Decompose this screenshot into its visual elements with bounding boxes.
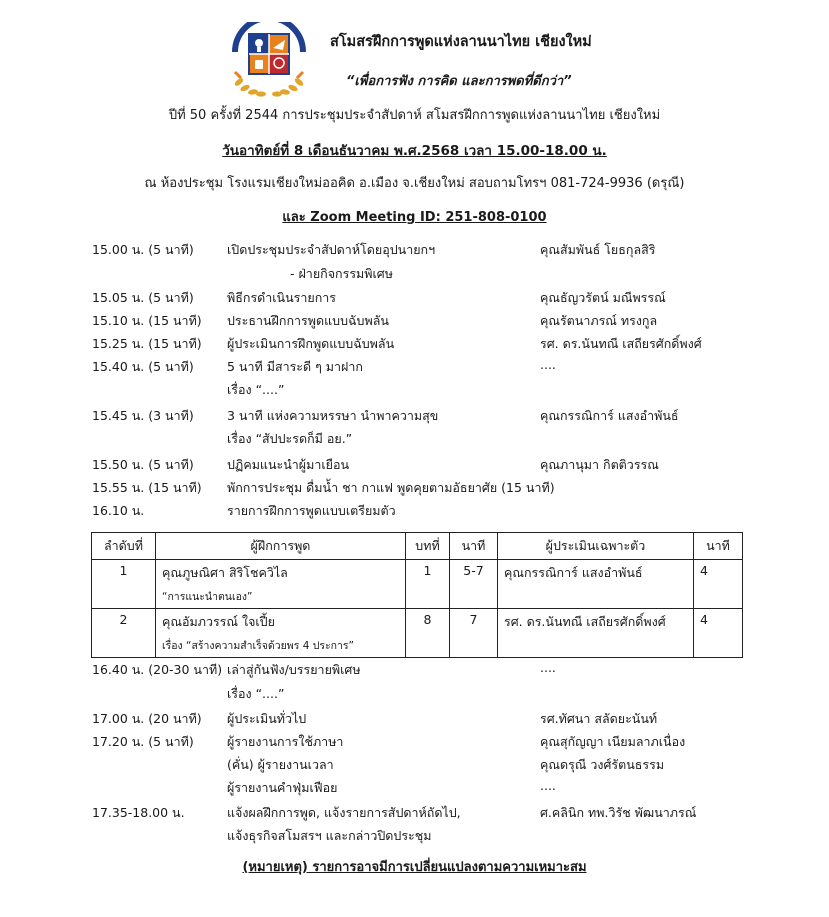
agenda-person: คุณกรรณิการ์ แสงอำพันธ์ xyxy=(540,408,679,423)
cell-speaker xyxy=(156,609,406,658)
agenda-item xyxy=(0,478,829,500)
agenda-item xyxy=(0,660,829,682)
agenda-activity: เรื่อง “....” xyxy=(227,686,285,701)
agenda-activity: 3 นาที แห่งความหรรษา นำพาความสุข xyxy=(227,408,439,423)
org-name: สโมสรฝึกการพูดแห่งลานนาไทย เชียงใหม่ xyxy=(330,34,592,50)
agenda-item xyxy=(0,429,829,451)
date-line: วันอาทิตย์ที่ 8 เดือนธันวาคม พ.ศ.2568 เวลา 15.00-18.00 น. xyxy=(222,143,607,159)
cell-eval-minutes: 4 xyxy=(694,560,743,609)
agenda-activity: ผู้รายงานการใช้ภาษา xyxy=(227,734,344,749)
agenda-person: คุณสุกัญญา เนียมลาภเนื่อง xyxy=(540,734,686,749)
agenda-item xyxy=(0,334,829,356)
club-logo xyxy=(225,22,313,98)
agenda-item xyxy=(0,288,829,310)
col-header-eval-minutes: นาที xyxy=(694,533,743,560)
zoom-line: และ Zoom Meeting ID: 251-808-0100 xyxy=(282,210,547,225)
agenda-time: 15.10 น. (15 นาที) xyxy=(92,313,202,328)
agenda-time: 15.55 น. (15 นาที) xyxy=(92,480,202,495)
agenda-person: คุณธัญวรัตน์ มณีพรรณ์ xyxy=(540,290,666,305)
agenda-person: คุณดรุณี วงศ์รัตนธรรม xyxy=(540,757,665,772)
meeting-line: ปีที่ 50 ครั้งที่ 2544 การประชุมประจำสัปดาห์ สโมสรฝึกการพูดแห่งลานนาไทย เชียงใหม่ xyxy=(168,108,661,123)
cell-eval-minutes: 4 xyxy=(694,609,743,658)
agenda-activity: ผู้ประเมินทั่วไป xyxy=(227,711,307,726)
agenda-activity: แจ้งผลฝึกการพูด, แจ้งรายการสัปดาห์ถัดไป, xyxy=(227,805,461,820)
motto: “เพื่อการฟัง การคิด และการพดที่ดีกว่า” xyxy=(346,74,572,89)
agenda-time: 17.20 น. (5 นาที) xyxy=(92,734,194,749)
agenda-activity: เรื่อง “....” xyxy=(227,382,285,397)
agenda-activity: 5 นาที มีสาระดี ๆ มาฝาก xyxy=(227,359,363,374)
agenda-time: 15.00 น. (5 นาที) xyxy=(92,242,194,257)
agenda-item xyxy=(0,684,829,706)
agenda-person: รศ. ดร.นันทณี เสถียรศักดิ์พงศ์ xyxy=(540,336,702,351)
agenda-time: 15.40 น. (5 นาที) xyxy=(92,359,194,374)
agenda-activity: เปิดประชุมประจำสัปดาห์โดยอุปนายกฯ xyxy=(227,242,436,257)
header xyxy=(0,18,829,96)
agenda-time: 17.00 น. (20 นาที) xyxy=(92,711,202,726)
speech-topic: เรื่อง “สร้างความสำเร็จด้วยพร 4 ประการ” xyxy=(162,640,354,652)
table-header-row xyxy=(92,533,743,560)
agenda-item xyxy=(0,826,829,848)
table-row xyxy=(92,560,743,609)
agenda-item xyxy=(0,709,829,731)
cell-speaker xyxy=(156,560,406,609)
agenda-item xyxy=(0,380,829,402)
agenda-time: 16.40 น. (20-30 นาที) xyxy=(92,662,223,677)
cell-minutes: 7 xyxy=(450,609,498,658)
cell-chapter: 8 xyxy=(406,609,450,658)
agenda-item xyxy=(0,803,829,825)
footnote: (หมายเหตุ) รายการอาจมีการเปลี่ยนแปลงตามความเหมาะสม xyxy=(242,860,587,875)
agenda-activity: เรื่อง “สัปปะรดก็มี อย.” xyxy=(227,431,353,446)
agenda-activity: รายการฝึกการพูดแบบเตรียมตัว xyxy=(227,503,396,518)
agenda-activity: เล่าสู่กันฟัง/บรรยายพิเศษ xyxy=(227,662,361,677)
agenda-person: .... xyxy=(540,660,556,675)
agenda-person: ศ.คลินิก ทพ.วิรัช พัฒนาภรณ์ xyxy=(540,805,697,820)
agenda-item xyxy=(0,501,829,523)
agenda-person: คุณรัตนาภรณ์ ทรงกูล xyxy=(540,313,658,328)
agenda-time: 15.05 น. (5 นาที) xyxy=(92,290,194,305)
cell-minutes: 5-7 xyxy=(450,560,498,609)
agenda-person: รศ.ทัศนา สลัดยะนันท์ xyxy=(540,711,658,726)
cell-evaluator: คุณกรรณิการ์ แสงอำพันธ์ xyxy=(498,560,694,609)
agenda-item xyxy=(0,311,829,333)
col-header-chapter: บทที่ xyxy=(406,533,450,560)
agenda-time: 15.45 น. (3 นาที) xyxy=(92,408,194,423)
agenda-activity: พิธีกรดำเนินรายการ xyxy=(227,290,337,305)
agenda-time: 15.50 น. (5 นาที) xyxy=(92,457,194,472)
agenda-time: 17.35-18.00 น. xyxy=(92,805,185,820)
speaker-name: คุณอัมภวรรณ์ ใจเปี้ย xyxy=(162,614,275,629)
agenda-activity: ประธานฝึกการพูดแบบฉับพลัน xyxy=(227,313,389,328)
agenda-item xyxy=(0,264,829,286)
agenda-activity: แจ้งธุรกิจสโมสรฯ และกล่าวปิดประชุม xyxy=(227,828,432,843)
cell-evaluator: รศ. ดร.นันทณี เสถียรศักดิ์พงศ์ xyxy=(498,609,694,658)
cell-chapter: 1 xyxy=(406,560,450,609)
col-header-speaker: ผู้ฝึกการพูด xyxy=(156,533,406,560)
col-header-no: ลำดับที่ xyxy=(92,533,156,560)
cell-no: 2 xyxy=(92,609,156,658)
agenda-person: .... xyxy=(540,357,556,372)
agenda-time: 16.10 น. xyxy=(92,503,145,518)
agenda-activity: (คั่น) ผู้รายงานเวลา xyxy=(227,757,334,772)
agenda-activity: ผู้รายงานคำฟุ่มเฟือย xyxy=(227,780,338,795)
speakers-table xyxy=(91,532,743,658)
agenda-item xyxy=(0,406,829,428)
col-header-minutes: นาที xyxy=(450,533,498,560)
agenda-activity: ผู้ประเมินการฝึกพูดแบบฉับพลัน xyxy=(227,336,395,351)
col-header-evaluator: ผู้ประเมินเฉพาะตัว xyxy=(498,533,694,560)
agenda-item xyxy=(0,357,829,379)
agenda-activity-sub: - ฝ่ายกิจกรรมพิเศษ xyxy=(290,266,393,281)
agenda-time: 15.25 น. (15 นาที) xyxy=(92,336,202,351)
speech-topic: “การแนะนำตนเอง” xyxy=(162,591,253,603)
agenda-activity: พักการประชุม ดื่มน้ำ ชา กาแฟ พูดคุยตามอัธยาศัย (15 นาที) xyxy=(227,480,555,495)
agenda-person: .... xyxy=(540,778,556,793)
agenda-person: คุณสัมพันธ์ โยธกุลสิริ xyxy=(540,242,656,257)
agenda-item xyxy=(0,455,829,477)
agenda-item xyxy=(0,240,829,262)
agenda-item xyxy=(0,755,829,777)
table-row xyxy=(92,609,743,658)
agenda-item xyxy=(0,778,829,800)
cell-no: 1 xyxy=(92,560,156,609)
agenda-item xyxy=(0,732,829,754)
speaker-name: คุณภูษณิศา สิริโชควิไล xyxy=(162,565,288,580)
agenda-activity: ปฏิคมแนะนำผู้มาเยือน xyxy=(227,457,350,472)
agenda-person: คุณภานุมา กิตติวรรณ xyxy=(540,457,659,472)
venue-line: ณ ห้องประชุม โรงแรมเชียงใหม่ออคิด อ.เมือง จ.เชียงใหม่ สอบถามโทรฯ 081-724-9936 (ดรุณี) xyxy=(144,176,685,191)
